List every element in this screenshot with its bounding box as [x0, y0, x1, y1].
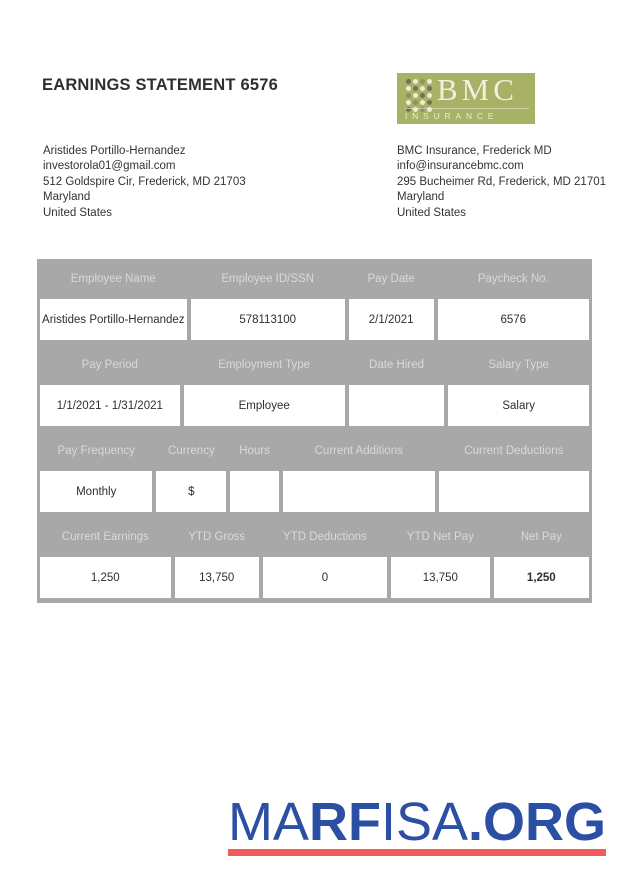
site-brand-logo [227, 792, 606, 856]
cell-employee-id: 578113100 [191, 299, 345, 340]
cell-hours [230, 471, 279, 512]
logo-subtitle-text: INSURANCE [405, 108, 529, 121]
column-header-employee-name: Employee Name [70, 273, 156, 285]
cell-date-hired [349, 385, 445, 426]
data-row [37, 385, 592, 431]
company-state: Maryland [397, 191, 445, 204]
site-brand-segment: RF [308, 792, 381, 852]
company-street: 295 Bucheimer Rd, Frederick, MD 21701 [397, 175, 607, 188]
company-logo [397, 73, 535, 124]
cell-current-earnings: 1,250 [40, 557, 171, 598]
company-address-block [397, 144, 612, 221]
column-header-ytd-net-pay: YTD Net Pay [406, 531, 474, 543]
site-brand-segment: .ORG [467, 792, 606, 852]
header-row [37, 259, 592, 299]
company-country: United States [397, 206, 467, 219]
cell-salary-type: Salary [448, 385, 589, 426]
column-header-current-deductions: Current Deductions [464, 445, 564, 457]
cell-ytd-deductions: 0 [263, 557, 387, 598]
column-header-hours: Hours [239, 445, 270, 457]
site-brand-segment: MA [227, 792, 309, 852]
cell-pay-period: 1/1/2021 - 1/31/2021 [40, 385, 180, 426]
page-title: EARNINGS STATEMENT 6576 [42, 76, 278, 94]
column-header-employment-type: Employment Type [218, 359, 311, 371]
column-header-net-pay: Net Pay [520, 531, 562, 543]
cell-employee-name: Aristides Portillo-Hernandez [40, 299, 187, 340]
data-row [37, 557, 592, 603]
company-email: info@insurancebmc.com [397, 160, 524, 173]
pay-table-group-period [37, 345, 592, 431]
site-brand-segment: ISA [380, 792, 468, 852]
cell-current-deductions [439, 471, 589, 512]
data-row [37, 299, 592, 345]
data-row [37, 471, 592, 517]
column-header-currency: Currency [168, 445, 215, 457]
cell-paycheck-no: 6576 [438, 299, 589, 340]
cell-ytd-net-pay: 13,750 [391, 557, 490, 598]
cell-employment-type: Employee [184, 385, 345, 426]
employee-country: United States [43, 206, 113, 219]
column-header-date-hired: Date Hired [369, 359, 424, 371]
cell-current-additions [283, 471, 435, 512]
pay-table-group-totals [37, 517, 592, 603]
cell-pay-frequency: Monthly [40, 471, 152, 512]
employee-address-block [43, 144, 373, 221]
cell-currency: $ [156, 471, 226, 512]
column-header-current-additions: Current Additions [314, 445, 403, 457]
column-header-paycheck-no: Paycheck No. [477, 273, 549, 285]
column-header-current-earnings: Current Earnings [61, 531, 149, 543]
logo-brand-text: BMC [437, 72, 518, 107]
column-header-salary-type: Salary Type [488, 359, 549, 371]
column-header-pay-date: Pay Date [367, 273, 415, 285]
cell-ytd-gross: 13,750 [175, 557, 259, 598]
pay-table-group-frequency [37, 431, 592, 517]
employee-state: Maryland [43, 191, 91, 204]
pay-table [37, 259, 592, 603]
employee-name: Aristides Portillo-Hernandez [43, 145, 186, 157]
cell-net-pay: 1,250 [494, 557, 589, 598]
column-header-pay-period: Pay Period [81, 359, 138, 371]
header-row [37, 345, 592, 385]
cell-pay-date: 2/1/2021 [349, 299, 434, 340]
employee-street: 512 Goldspire Cir, Frederick, MD 21703 [43, 175, 246, 188]
pay-table-group-identity [37, 259, 592, 345]
header-row [37, 431, 592, 471]
header-row [37, 517, 592, 557]
company-name: BMC Insurance, Frederick MD [397, 145, 552, 157]
column-header-ytd-gross: YTD Gross [188, 531, 246, 543]
column-header-ytd-deductions: YTD Deductions [283, 531, 367, 543]
column-header-employee-id: Employee ID/SSN [221, 273, 315, 285]
employee-email: investorola01@gmail.com [43, 160, 176, 173]
column-header-pay-frequency: Pay Frequency [57, 445, 135, 457]
